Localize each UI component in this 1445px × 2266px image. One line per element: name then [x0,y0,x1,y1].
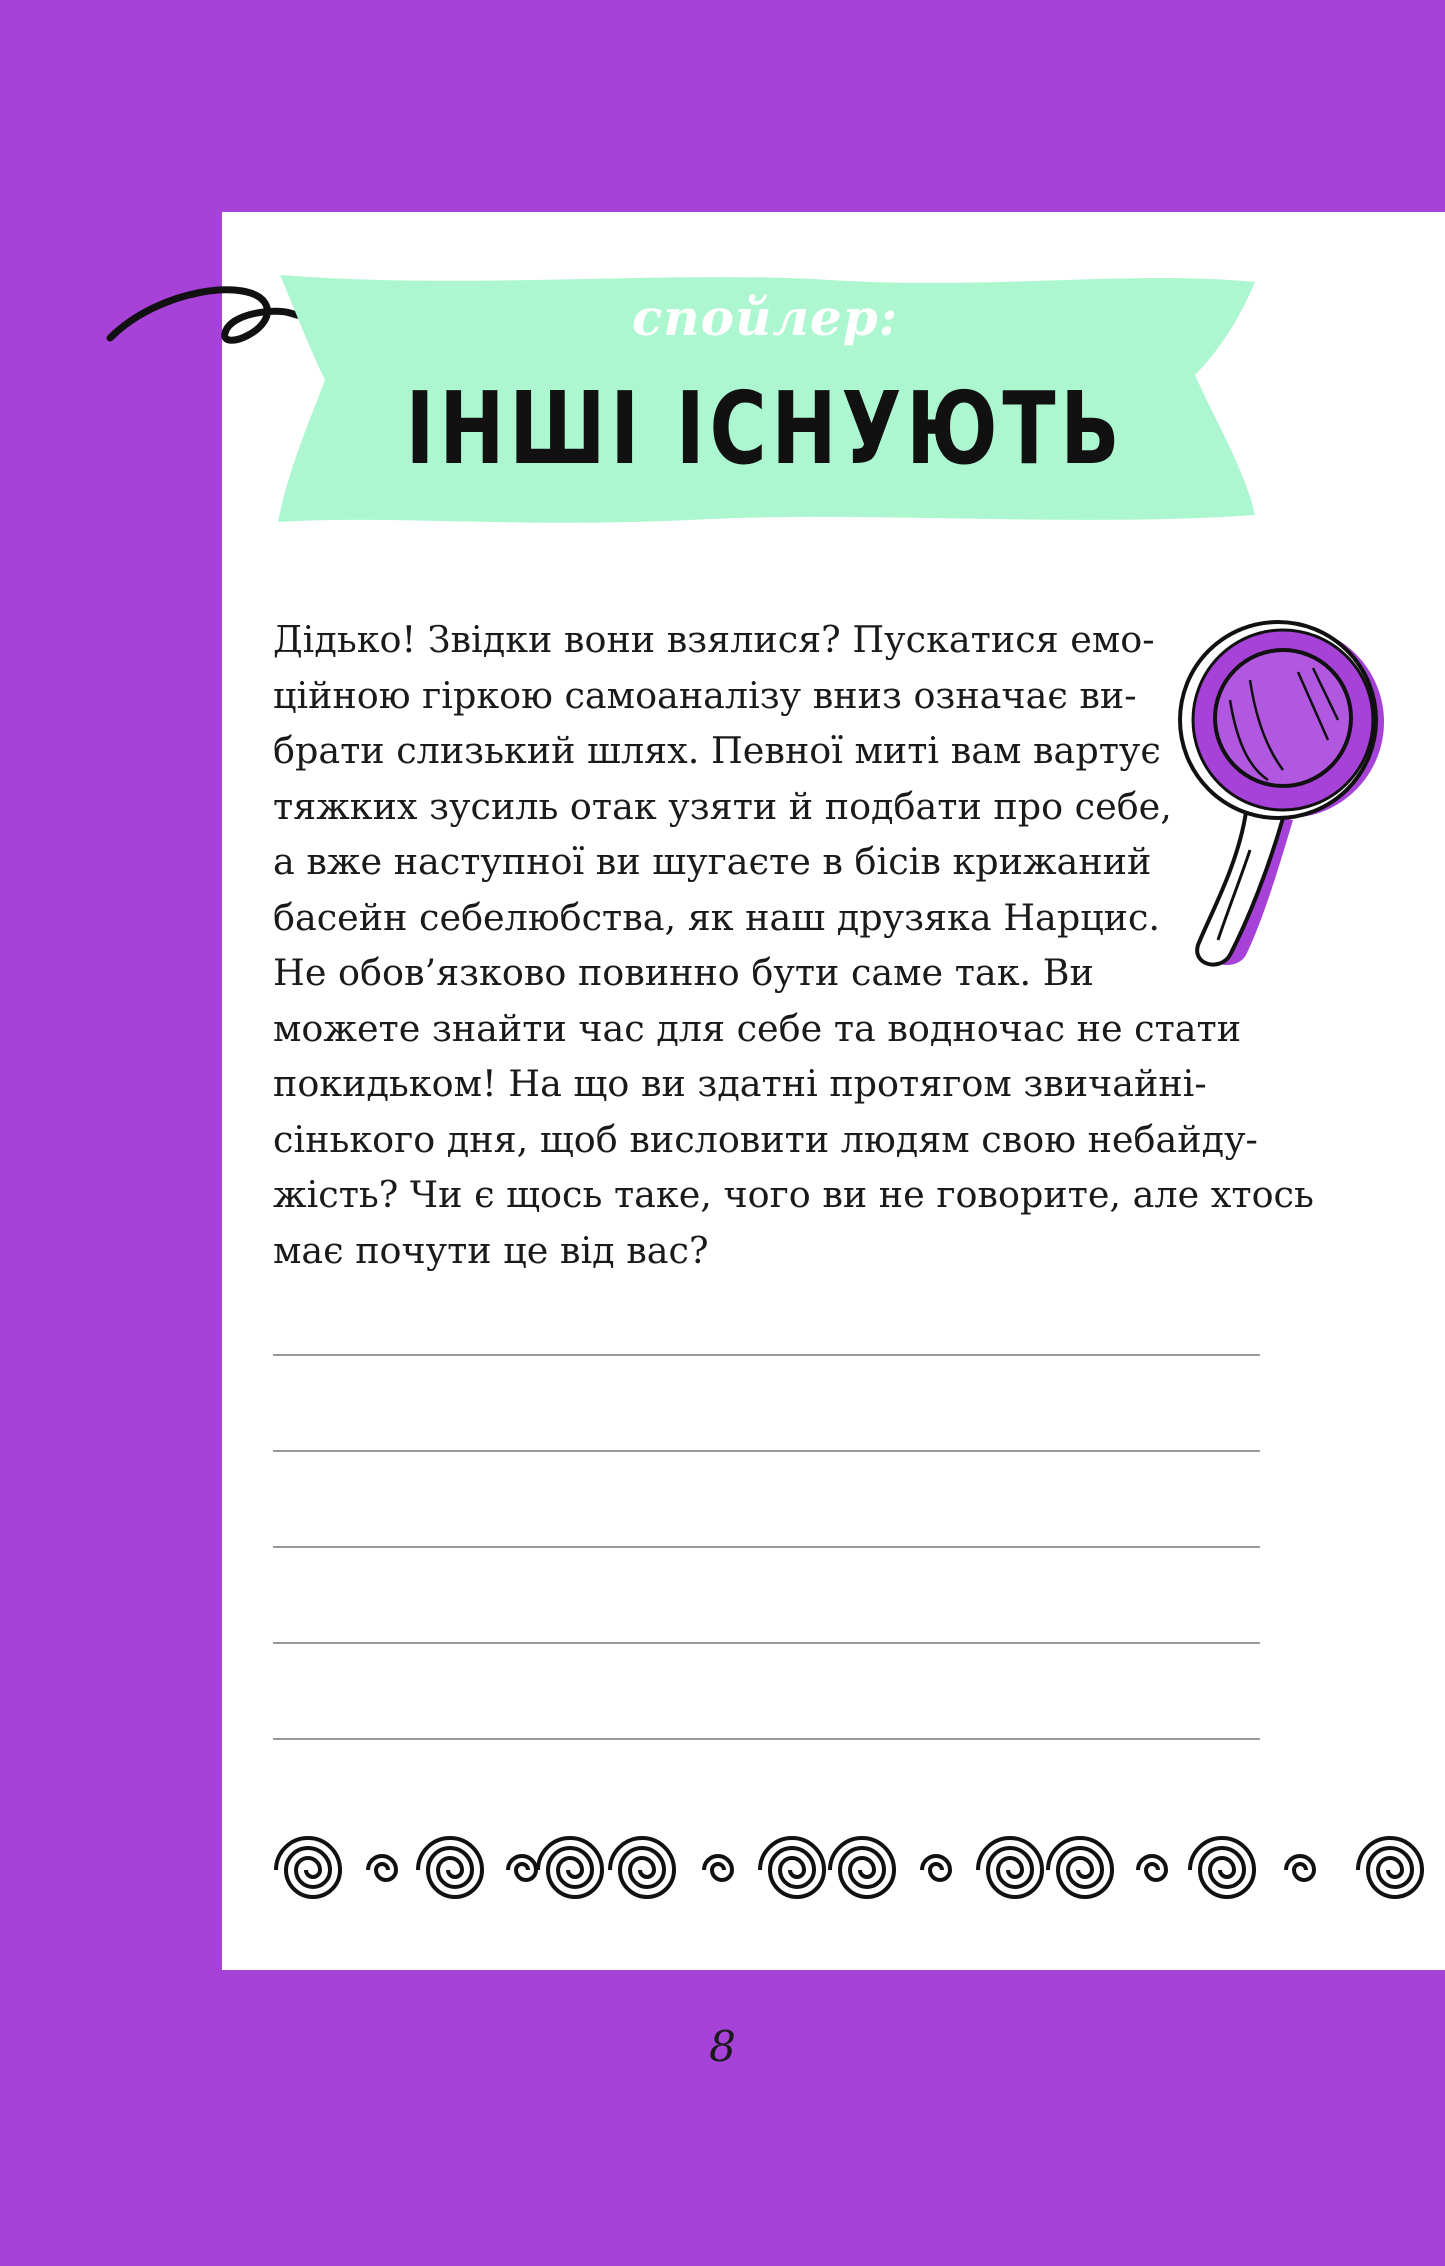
swirl-border [270,1825,1445,1915]
text-line: басейн себелюбства, як наш друзяка Нарцис. [273,895,1161,939]
text-line: ційною гіркою самоаналізу вниз означає ви- [273,673,1137,717]
text-line: Дідько! Звідки вони взялися? Пускатися емо- [273,618,1155,661]
text-line: має почути це від вас? [273,1228,709,1272]
text-line: можете знайти час для себе та водночас не стати [273,1006,1242,1050]
text-line: тяжких зусиль отак узяти й подбати про себе, [273,784,1172,828]
banner-subtitle: спойлер: [631,288,899,347]
text-line: брати слизький шлях. Певної миті вам вартує [273,729,1161,772]
writing-line[interactable] [273,1642,1260,1644]
text-line: а вже наступної ви шугаєте в бісів крижаний [273,840,1152,883]
banner-title: ІНШІ ІСНУЮТЬ [405,370,1125,487]
text-line: покидьком! На що ви здатні протягом звичайні- [273,1062,1207,1105]
text-line: сінького дня, щоб висловити людям свою небайду- [273,1117,1258,1161]
text-line: жість? Чи є щось таке, чого ви не говорите, але хтось [273,1173,1314,1216]
writing-line[interactable] [273,1354,1260,1356]
writing-line[interactable] [273,1450,1260,1452]
writing-line[interactable] [273,1738,1260,1740]
title-banner [270,270,1260,530]
writing-line[interactable] [273,1546,1260,1548]
hand-mirror-icon [1168,620,1388,980]
body-paragraph [273,612,1314,1278]
text-line: Не обов’язково повинно бути саме так. Ви [273,951,1094,994]
page-number: 8 [709,2022,736,2071]
